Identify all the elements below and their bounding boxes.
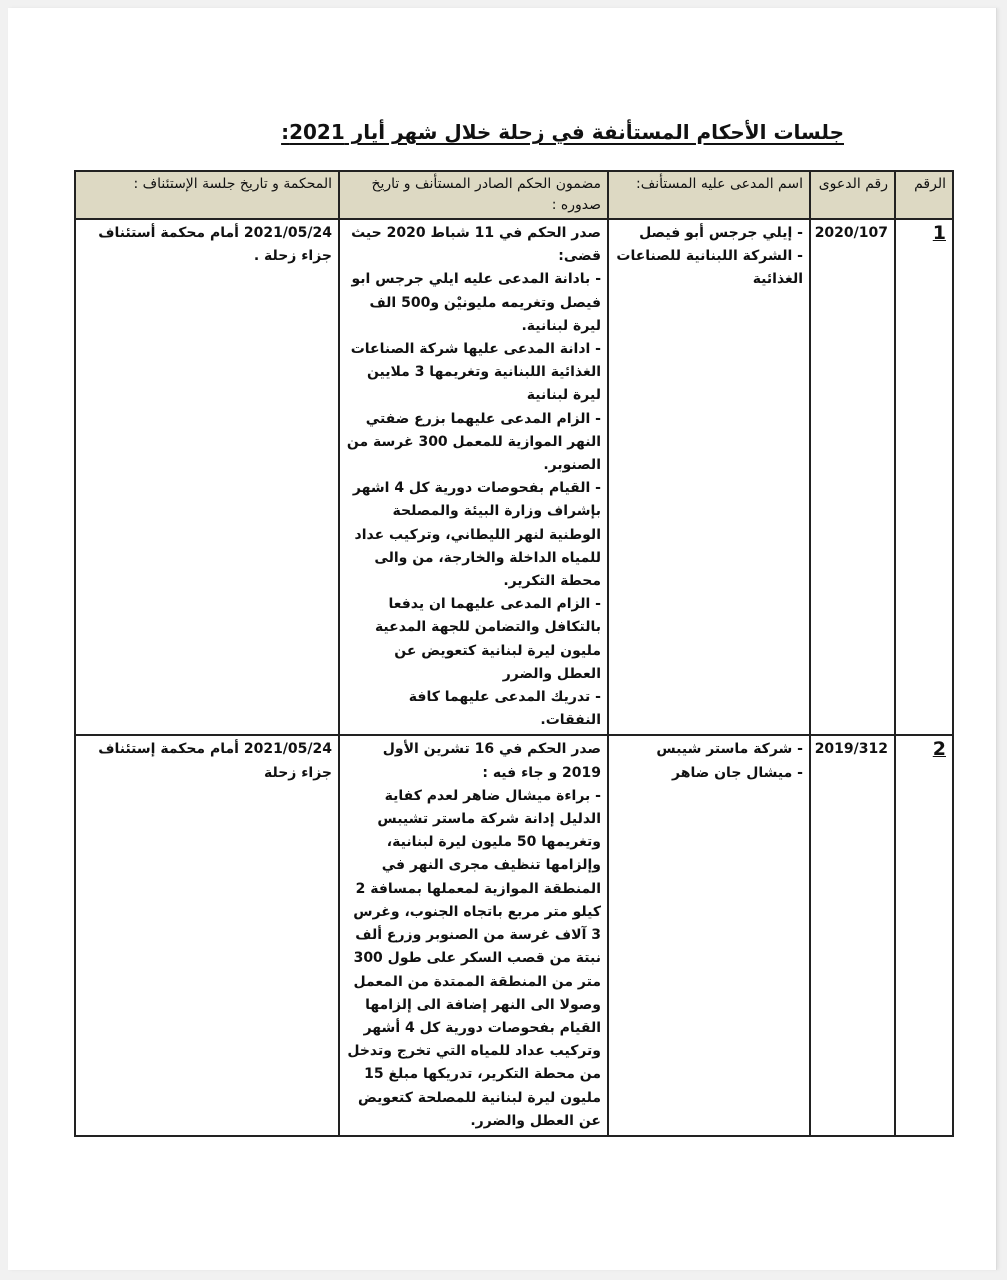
court-cell: 2021/05/24 أمام محكمة إستئناف جزاء زحلة [75,735,339,1135]
court-cell: 2021/05/24 أمام محكمة أستئناف جزاء زحلة . [75,219,339,735]
ruling-line: - الزام المدعى عليهما بزرع ضفتي النهر الموازية للمعمل 300 غرسة من الصنوبر. [346,410,601,474]
ruling-line: صدر الحكم في 11 شباط 2020 حيث قضى: [351,225,601,265]
case-number: 2020/107 [810,219,895,735]
table-row [75,219,953,735]
appeals-table [74,170,954,1137]
ruling-line: - ادانة المدعى عليها شركة الصناعات الغذائية اللبنانية وتغريمها 3 ملايين ليرة لبنانية [350,341,601,404]
header-defendant: اسم المدعى عليه المستأنف: [608,171,810,219]
ruling-line: - القيام بفحوصات دورية كل 4 اشهر بإشراف وزارة البيئة والمصلحة الوطنية لنهر الليطاني، وتركيب عداد للمياه الداخلة والخارجة، من والى محطة التكرير. [352,480,601,590]
row-number: 2 [895,735,953,1135]
ruling-line: - الزام المدعى عليهما ان يدفعا بالتكافل والتضامن للجهة المدعية مليون ليرة لبنانية كتعويض عن العطل والضرر [374,596,601,682]
table-header-row [75,171,953,219]
defendant-cell [608,735,810,1135]
table-row [75,735,953,1135]
defendant-name: - ميشال جان ضاهر [672,764,803,781]
document-page [8,8,997,1270]
defendant-name: - الشركة اللبنانية للصناعات الغذائية [616,248,803,288]
ruling-line: - بادانة المدعى عليه ايلي جرجس ابو فيصل وتغريمه مليونيْن و500 الف ليرة لبنانية. [351,271,601,334]
ruling-cell [339,219,608,735]
ruling-line: صدر الحكم في 16 تشرين الأول 2019 و جاء فيه : [382,741,601,781]
ruling-line: - تدريك المدعى عليهما كافة النفقات. [408,689,601,729]
ruling-cell [339,735,608,1135]
header-num: الرقم [895,171,953,219]
header-case-number: رقم الدعوى [810,171,895,219]
page-title: جلسات الأحكام المستأنفة في زحلة خلال شهر أيار 2021: [281,120,844,144]
ruling-line: - براءة ميشال ضاهر لعدم كفاية الدليل إدانة شركة ماستر تشيبس وتغريمها 50 مليون ليرة لبنانية، وإلزامها تنظيف مجرى النهر في المنطقة الموازية لمعملها بمسافة 2 كيلو متر مربع باتجاه الجنوب، وغرس 3 آلاف غرسة من الصنوبر وزرع ألف نبتة من قصب السكر على طول 300 متر من المنطقة الممتدة من المعمل وصولا الى النهر إضافة الى إلزامها القيام بفحوصات دورية كل 4 أشهر وتركيب عداد للمياه التي تخرج وتدخل من محطة التكرير، تدريكها مبلغ 15 مليون ليرة لبنانية للمصلحة كتعويض عن العطل والضرر. [347,787,601,1129]
row-number: 1 [895,219,953,735]
header-ruling: مضمون الحكم الصادر المستأنف و تاريخ صدوره : [339,171,608,219]
defendant-name: - إيلي جرجس أبو فيصل [639,225,803,241]
defendant-cell [608,219,810,735]
defendant-name: - شركة ماستر شيبس [656,741,803,758]
case-number: 2019/312 [810,735,895,1135]
header-court: المحكمة و تاريخ جلسة الإستئناف : [75,171,339,219]
